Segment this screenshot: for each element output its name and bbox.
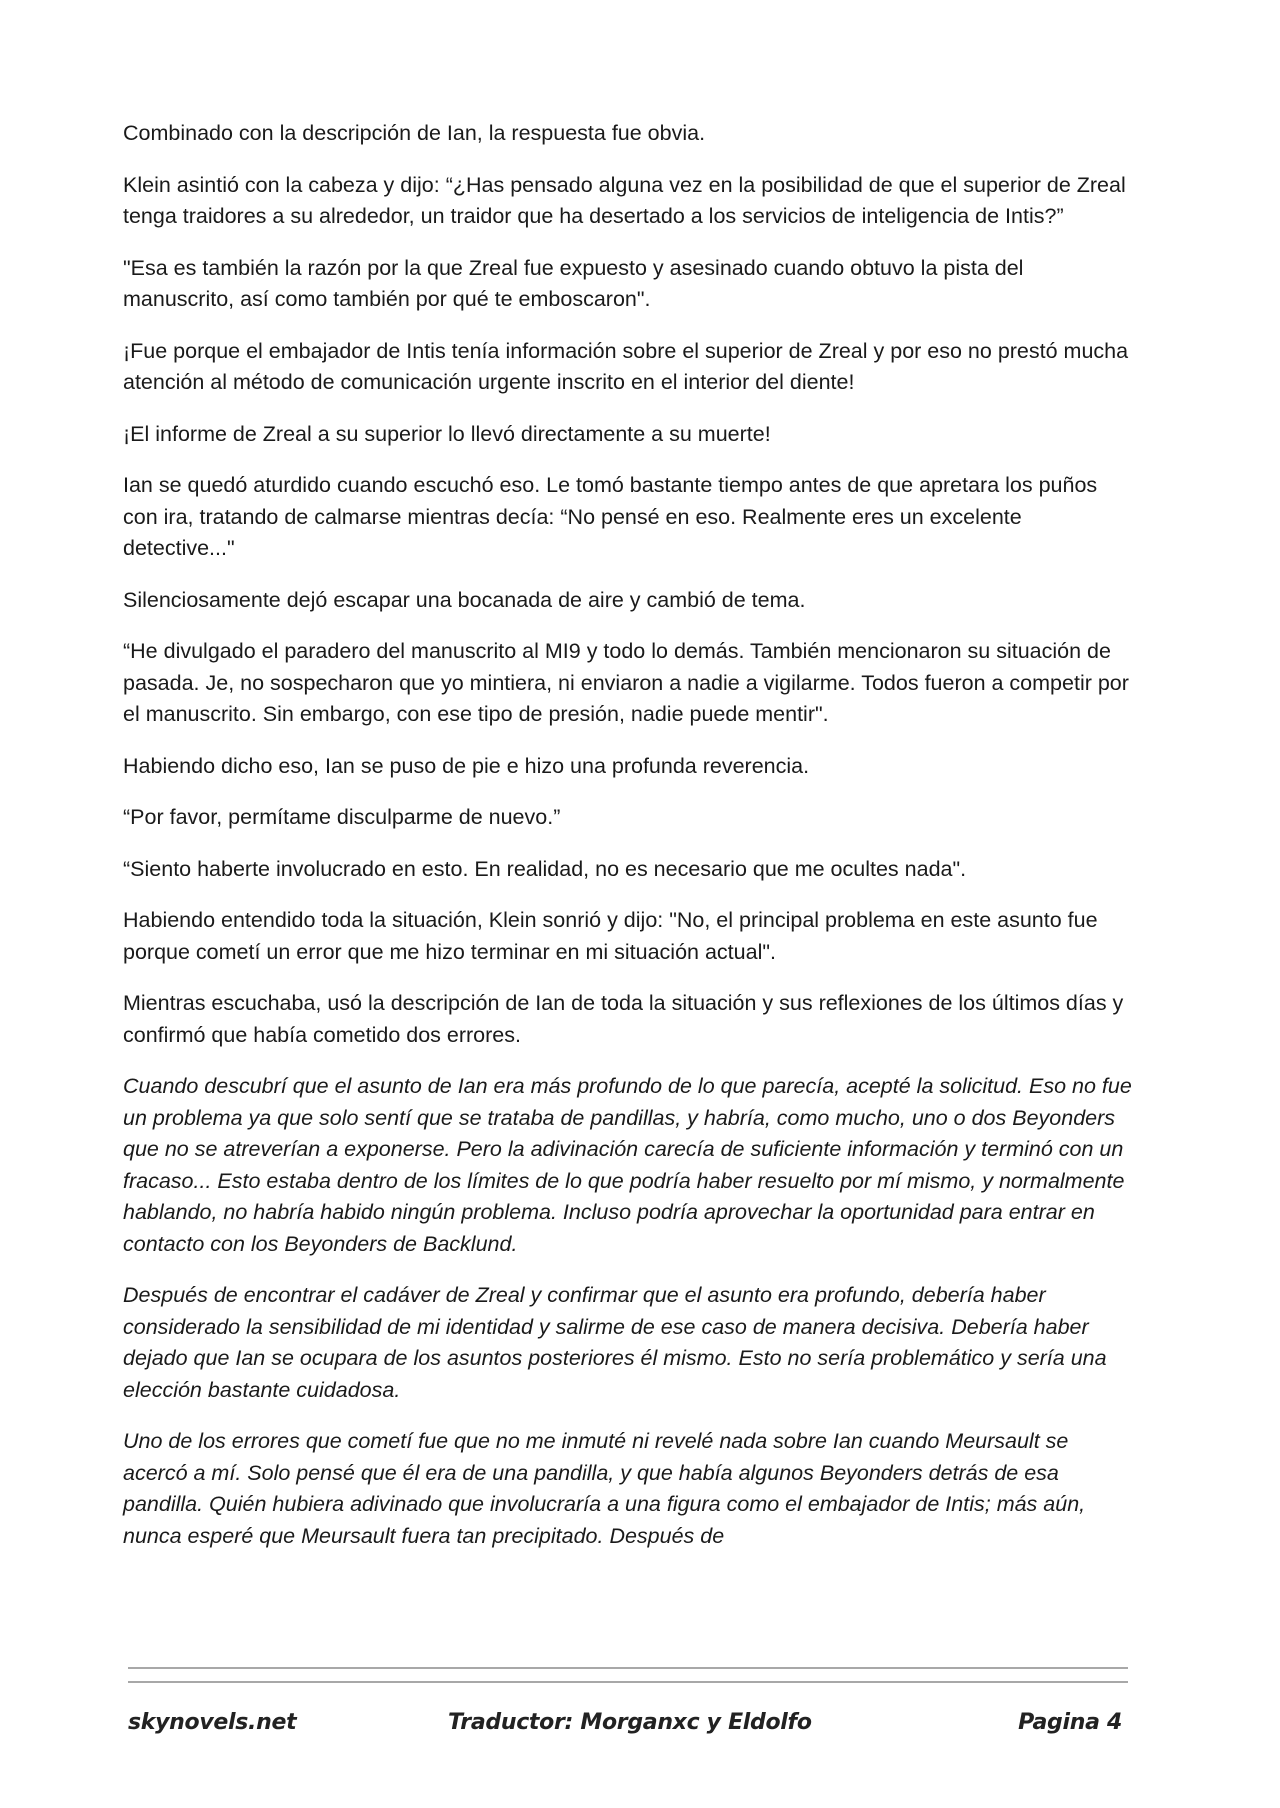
footer-translator: Traductor: Morganxc y Eldolfo <box>448 1710 812 1735</box>
paragraph-8: “He divulgado el paradero del manuscrito al MI9 y todo lo demás. También mencionaron su situación de pasada. Je, no sospecharon que yo mintiera, ni enviaron a nadie a vigilarme. Todos fueron a competir por el manuscrito. Sin embargo, con ese tipo de presión, nadie puede mentir". <box>123 639 1129 726</box>
paragraph-11: “Siento haberte involucrado en esto. En realidad, no es necesario que me ocultes nada". <box>123 856 967 881</box>
paragraph-2: Klein asintió con la cabeza y dijo: “¿Has pensado alguna vez en la posibilidad de que el superior de Zreal tenga traidores a su alrededor, un traidor que ha desertado a los servicios de inteligencia de Intis?” <box>123 172 1126 228</box>
paragraph-14: Cuando descubrí que el asunto de Ian era más profundo de lo que parecía, acepté la solicitud. Eso no fue un problema ya que solo sentí que se trataba de pandillas, y habría, como mucho, uno o dos Beyonders que no se atreverían a exponerse. Pero la adivinación carecía de suficiente información y terminó con un fracaso... Esto estaba dentro de los límites de lo que podría haber resuelto por mí mismo, y normalmente hablando, no habría habido ningún problema. Incluso podría aprovechar la oportunidad para entrar en contacto con los Beyonders de Backlund. <box>123 1074 1132 1256</box>
paragraph-6: Ian se quedó aturdido cuando escuchó eso. Le tomó bastante tiempo antes de que apretara los puños con ira, tratando de calmarse mientras decía: “No pensé en eso. Realmente eres un excelente detective..." <box>123 473 1098 560</box>
paragraph-10: “Por favor, permítame disculparme de nuevo.” <box>123 805 561 829</box>
paragraph-1: Combinado con la descripción de Ian, la respuesta fue obvia. <box>123 121 706 145</box>
footer-divider-bottom <box>128 1681 1128 1683</box>
paragraph-7: Silenciosamente dejó escapar una bocanada de aire y cambió de tema. <box>123 587 806 612</box>
footer-divider-top <box>128 1667 1128 1669</box>
paragraph-3: "Esa es también la razón por la que Zreal fue expuesto y asesinado cuando obtuvo la pista del manuscrito, así como también por qué te emboscaron". <box>123 255 1024 311</box>
footer-site: skynovels.net <box>128 1710 297 1735</box>
footer-page-number: Pagina 4 <box>1018 1710 1122 1735</box>
paragraph-5: ¡El informe de Zreal a su superior lo llevó directamente a su muerte! <box>123 421 771 446</box>
paragraph-9: Habiendo dicho eso, Ian se puso de pie e hizo una profunda reverencia. <box>123 753 810 778</box>
paragraph-12: Habiendo entendido toda la situación, Klein sonrió y dijo: "No, el principal problema en este asunto fue porque cometí un error que me hizo terminar en mi situación actual". <box>123 908 1098 964</box>
paragraph-13: Mientras escuchaba, usó la descripción de Ian de toda la situación y sus reflexiones de los últimos días y confirmó que había cometido dos errores. <box>123 991 1124 1047</box>
paragraph-4: ¡Fue porque el embajador de Intis tenía información sobre el superior de Zreal y por eso no prestó mucha atención al método de comunicación urgente inscrito en el interior del diente! <box>123 338 1129 394</box>
document-body <box>123 118 1133 1572</box>
paragraph-16: Uno de los errores que cometí fue que no me inmuté ni revelé nada sobre Ian cuando Meursault se acercó a mí. Solo pensé que él era de una pandilla, y que había algunos Beyonders detrás de esa pandilla. Quién hubiera adivinado que involucraría a una figura como el embajador de Intis; más aún, nunca esperé que Meursault fuera tan precipitado. Después de <box>123 1429 1086 1548</box>
paragraph-15: Después de encontrar el cadáver de Zreal y confirmar que el asunto era profundo, debería haber considerado la sensibilidad de mi identidad y salirme de ese caso de manera decisiva. Debería haber dejado que Ian se ocupara de los asuntos posteriores él mismo. Esto no sería problemático y sería una elección bastante cuidadosa. <box>123 1283 1107 1402</box>
